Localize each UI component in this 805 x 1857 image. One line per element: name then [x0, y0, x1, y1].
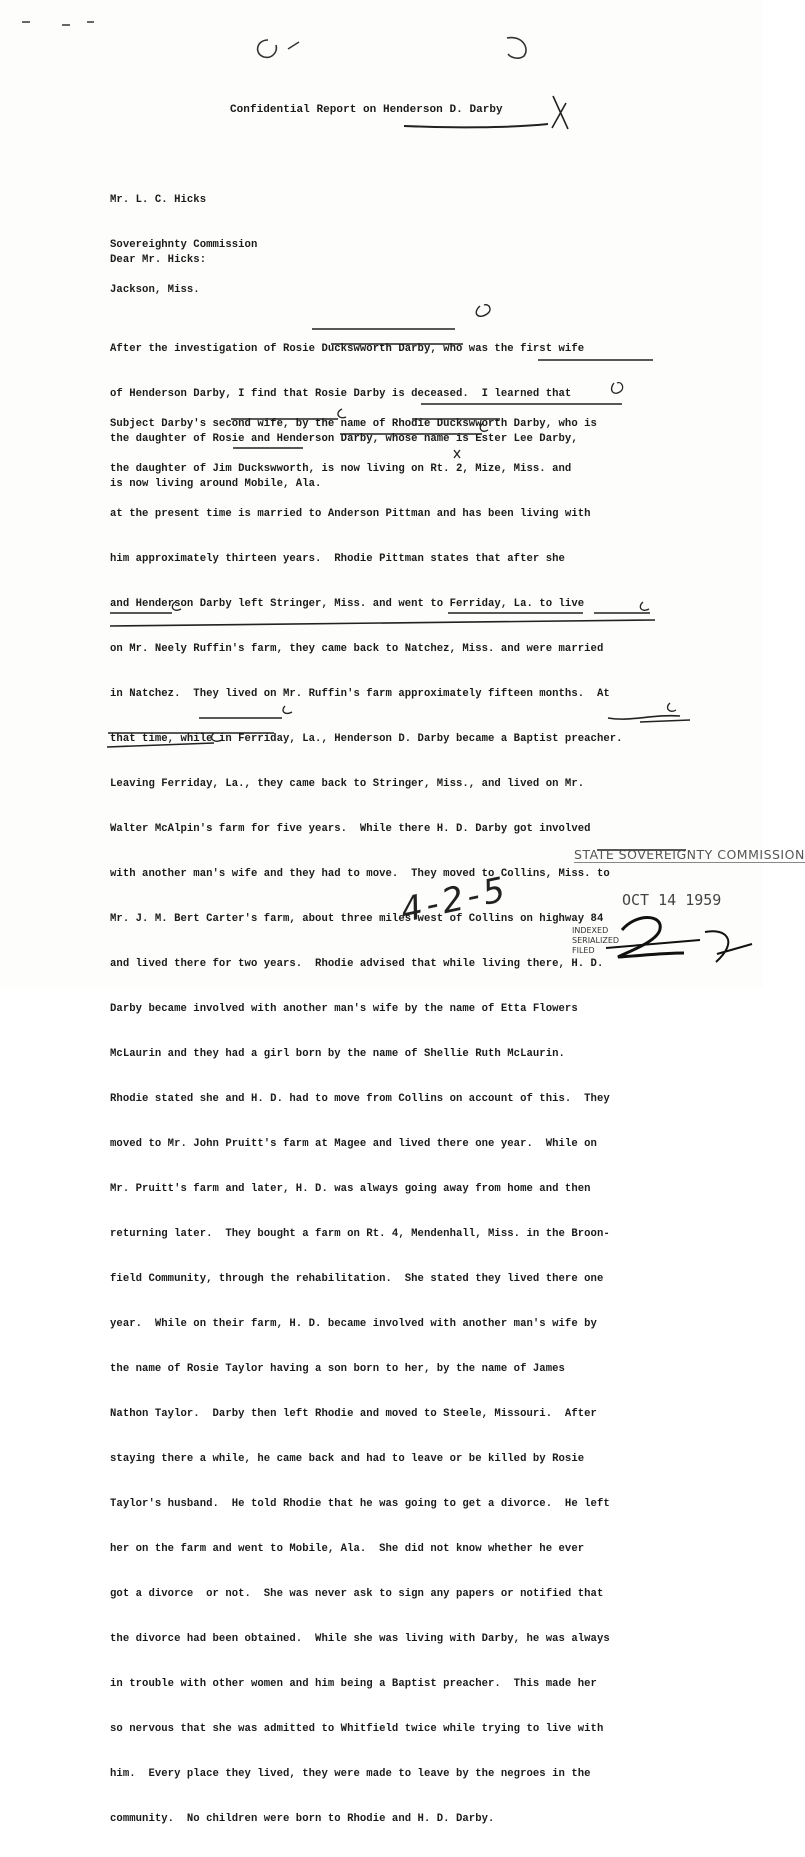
text-line: McLaurin and they had a girl born by the name of Shellie Ruth McLaurin.	[110, 1048, 565, 1060]
stamp-heading: STATE SOVEREIGNTY COMMISSION	[574, 847, 805, 862]
paragraph-second-wife	[110, 387, 750, 1857]
text-line: After the investigation of Rosie Duckswworth Darby, who was the first wife	[110, 343, 585, 355]
address-line: Sovereighnty Commission	[110, 239, 258, 251]
text-line: Leaving Ferriday, La., they came back to Stringer, Miss., and lived on Mr.	[110, 778, 585, 790]
text-line: Walter McAlpin's farm for five years. While there H. D. Darby got involved	[110, 823, 591, 835]
text-line: him. Every place they lived, they were made to leave by the negroes in the	[110, 1768, 591, 1780]
text-line: the daughter of Rosie and Henderson Darby, whose name is Ester Lee Darby,	[110, 433, 578, 445]
text-line: Subject Darby's second wife, by the name of Rhodie Duckswworth Darby, who is	[110, 418, 597, 430]
text-line: Mr. Pruitt's farm and later, H. D. was always going away from home and then	[110, 1183, 591, 1195]
text-line: got a divorce or not. She was never ask to sign any papers or notified that	[110, 1588, 604, 1600]
received-stamp	[566, 843, 805, 971]
text-line: and Henderson Darby left Stringer, Miss. and went to Ferriday, La. to live	[110, 598, 585, 610]
text-line: Taylor's husband. He told Rhodie that he was going to get a divorce. He left	[110, 1498, 610, 1510]
text-line: field Community, through the rehabilitation. She stated they lived there one	[110, 1273, 604, 1285]
text-line: the name of Rosie Taylor having a son born to her, by the name of James	[110, 1363, 565, 1375]
text-line: so nervous that she was admitted to Whitfield twice while trying to live with	[110, 1723, 604, 1735]
text-line: and lived there for two years. Rhodie advised that while living there, H. D.	[110, 958, 604, 970]
text-line: moved to Mr. John Pruitt's farm at Magee and lived there one year. While on	[110, 1138, 597, 1150]
text-line: Nathon Taylor. Darby then left Rhodie and moved to Steele, Missouri. After	[110, 1408, 597, 1420]
text-line: in Natchez. They lived on Mr. Ruffin's farm approximately fifteen months. At	[110, 688, 610, 700]
text-line: at the present time is married to Anderson Pittman and has been living with	[110, 508, 591, 520]
text-line: staying there a while, he came back and had to leave or be killed by Rosie	[110, 1453, 585, 1465]
text-line: on Mr. Neely Ruffin's farm, they came back to Natchez, Miss. and were married	[110, 643, 604, 655]
text-line: returning later. They bought a farm on Rt. 4, Mendenhall, Miss. in the Broon-	[110, 1228, 610, 1240]
report-title: Confidential Report on Henderson D. Darby	[230, 104, 503, 116]
address-line: Mr. L. C. Hicks	[110, 194, 207, 206]
stamp-date: OCT 14 1959	[622, 891, 722, 909]
text-line: in trouble with other women and him being a Baptist preacher. This made her	[110, 1678, 597, 1690]
stamp-label-serialized: SERIALIZED	[572, 936, 620, 945]
text-line: of Henderson Darby, I find that Rosie Darby is deceased. I learned that	[110, 388, 572, 400]
stamp-label-filed: FILED	[572, 946, 595, 955]
text-line: Rhodie stated she and H. D. had to move from Collins on account of this. They	[110, 1093, 610, 1105]
stamp-label-indexed: INDEXED	[572, 926, 609, 935]
text-line: community. No children were born to Rhodie and H. D. Darby.	[110, 1813, 495, 1825]
recipient-address	[110, 163, 257, 328]
text-line: is now living around Mobile, Ala.	[110, 478, 322, 490]
text-line: that time, while in Ferriday, La., Henderson D. Darby became a Baptist preacher.	[110, 733, 623, 745]
stamp-labels	[572, 926, 619, 956]
address-line: Jackson, Miss.	[110, 284, 200, 296]
text-line: year. While on their farm, H. D. became involved with another man's wife by	[110, 1318, 597, 1330]
text-line: the divorce had been obtained. While she was living with Darby, he was always	[110, 1633, 610, 1645]
text-line: her on the farm and went to Mobile, Ala. She did not know whether he ever	[110, 1543, 585, 1555]
text-line: him approximately thirteen years. Rhodie Pittman states that after she	[110, 553, 565, 565]
text-line: Darby became involved with another man's wife by the name of Etta Flowers	[110, 1003, 578, 1015]
handwritten-file-number: 4-2-5	[397, 869, 513, 931]
text-line: the daughter of Jim Duckswworth, is now living on Rt. 2, Mize, Miss. and	[110, 463, 572, 475]
text-line: Mr. J. M. Bert Carter's farm, about three miles west of Collins on highway 84	[110, 913, 604, 925]
salutation: Dear Mr. Hicks:	[110, 254, 207, 266]
text-line: with another man's wife and they had to move. They moved to Collins, Miss. to	[110, 868, 610, 880]
